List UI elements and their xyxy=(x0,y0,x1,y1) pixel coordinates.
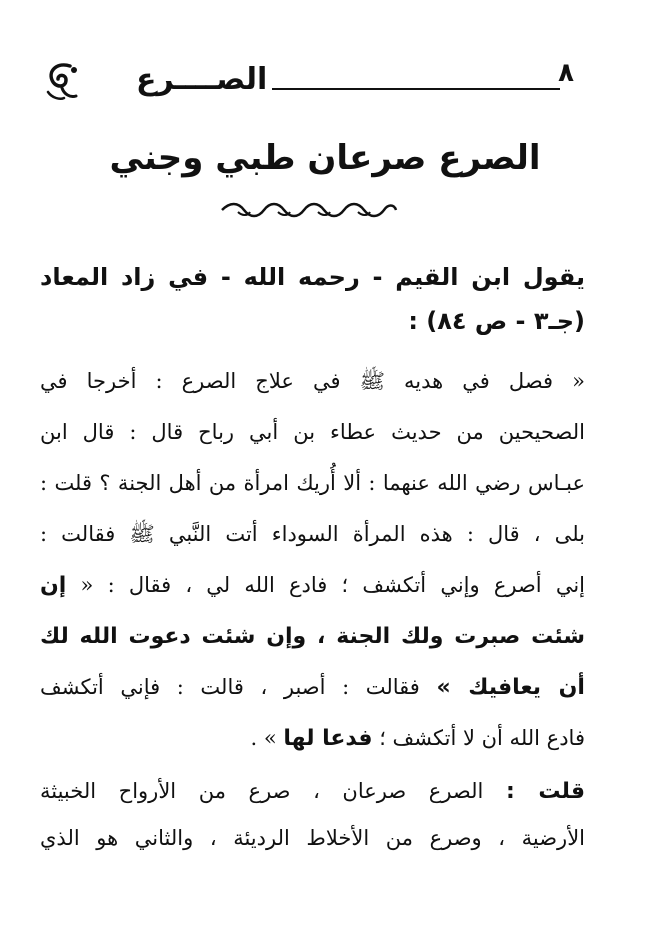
intro-paragraph xyxy=(40,255,585,343)
quote-text: فادع الله أن لا أتكشف ؛ xyxy=(379,726,585,750)
quote-bold-text: فدعا لها xyxy=(283,726,373,751)
quote-line xyxy=(40,662,585,713)
intro-line: يقول ابن القيم - رحمه الله - في زاد المعاد xyxy=(40,263,585,291)
quote-text: » . xyxy=(250,726,277,750)
chapter-title: الصرع صرعان طبي وجني xyxy=(109,138,541,178)
quote-line: بلى ، قال : هذه المرأة السوداء أتت النَّبي ﷺ فقالت : xyxy=(40,522,585,546)
quote-bold-text: أن يعافيك » xyxy=(436,675,585,700)
intro-line: (جـ٣ - ص ٨٤) : xyxy=(408,307,585,335)
note-line: الأرضية ، وصرع من الأخلاط الرديئة ، والثاني هو الذي xyxy=(40,826,585,850)
page-number: ٨ xyxy=(558,58,574,88)
quote-bold-text: إن xyxy=(40,573,67,598)
note-label: قلت : xyxy=(505,779,585,804)
quote-text: إني أصرع وإني أتكشف ؛ فادع الله لي ، فقال : « xyxy=(80,573,585,597)
running-title: الصــــرع xyxy=(136,62,268,97)
author-note xyxy=(40,768,585,862)
decorative-divider-icon xyxy=(218,200,398,220)
note-line xyxy=(40,768,585,815)
quote-line xyxy=(40,560,585,611)
quote-text: فقالت : أصبر ، قالت : فإني أتكشف xyxy=(40,675,420,699)
quote-line xyxy=(40,611,585,662)
hadith-quote xyxy=(40,356,585,764)
running-header xyxy=(40,58,600,108)
quote-line: الصحيحين من حديث عطاء بن أبي رباح قال : قال ابن xyxy=(40,420,585,444)
floral-ornament-icon xyxy=(40,58,86,104)
quote-bold-text: شئت صبرت ولك الجنة ، وإن شئت دعوت الله لك xyxy=(40,624,585,649)
header-rule xyxy=(272,88,560,90)
note-text: الصرع صرعان ، صرع من الأرواح الخبيثة xyxy=(40,779,484,803)
quote-line: « فصل في هديه ﷺ في علاج الصرع : أخرجا في xyxy=(40,369,585,393)
quote-line: عبـاس رضي الله عنهما : ألا أُريك امرأة من أهل الجنة ؟ قلت : xyxy=(40,471,585,495)
quote-line xyxy=(40,713,585,764)
